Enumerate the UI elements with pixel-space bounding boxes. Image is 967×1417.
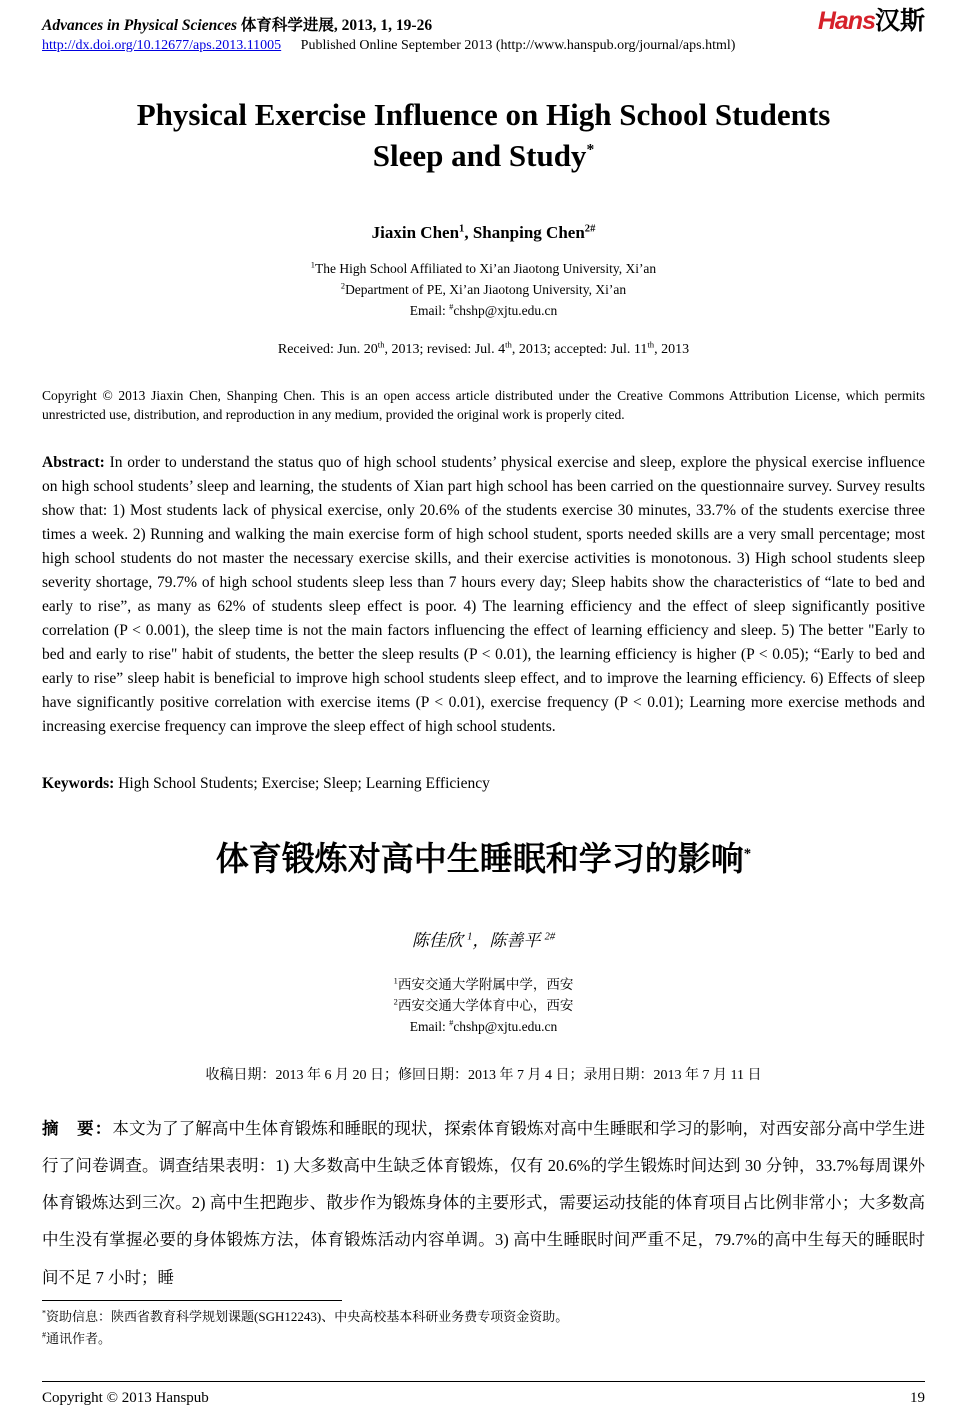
chinese-email-label: Email: bbox=[409, 1019, 450, 1035]
authors-separator: , bbox=[464, 223, 473, 243]
affiliation-2-sup: 2 bbox=[340, 281, 346, 291]
authors-line bbox=[42, 223, 925, 243]
chinese-affiliation-1-sup: 1 bbox=[393, 976, 398, 986]
footer-copyright: Copyright © 2013 Hanspub bbox=[42, 1390, 209, 1406]
chinese-author-1-sup: 1 bbox=[467, 931, 473, 943]
received-part: Received: Jun. 20 bbox=[277, 341, 378, 357]
copyright-notice: Copyright © 2013 Jiaxin Chen, Shanping Chen. This is an open access article distributed under the Creative Commons Attribution License, which permits unrestricted use, distribution, and reproduction in any medium, provided the original work is properly cited. bbox=[42, 387, 925, 423]
chinese-email-sup: # bbox=[449, 1018, 454, 1028]
chinese-affiliations-block bbox=[42, 975, 925, 1038]
hans-logo-en-text: Hans bbox=[817, 7, 875, 35]
affiliation-1-text: The High School Affiliated to Xi’an Jiaotong University, Xi’an bbox=[314, 261, 657, 277]
revised-sup: th bbox=[505, 339, 512, 350]
abstract-text: In order to understand the status quo of high school students’ physical exercise and sleep, explore the physical exercise influence on high school students’ sleep and learning, the students of Xian part high school has been carried on the questionnaire survey. Survey results show that: 1) Most students lack of physical exercise, only 20.6% of the students exercise 30 minutes, 33.7% of the students exercise three times a week. 2) Running and walking the main exercise form of high school student, sports needed skills are a very small percentage; most high school students do not master the necessary exercise skills, and their exercise activities is monotonous. 3) High school students sleep severity shortage, 79.7% of high school students sleep less than 7 hours every day; Sleep habits show the characteristics of “late to bed and early to rise”, as many as 62% of students sleep effect is poor. 4) The learning efficiency and the effect of sleep significantly positive correlation (P < 0.001), the sleep time is not the main factors influencing the effect of learning efficiency and sleep. 5) The better "Early to bed and early to rise" habit of students, the better the sleep results (P < 0.01), the learning efficiency is higher (P < 0.05); “Early to bed and early to rise” sleep habit is beneficial to improve high school students sleep effect, and to improve the learning efficiency. 6) Effects of sleep have significantly positive correlation with exercise items (P < 0.01), exercise frequency (P < 0.01); Learning more exercise methods and increasing exercise frequency can improve the sleep effect of high school students. bbox=[42, 454, 926, 736]
email-sup: # bbox=[449, 302, 454, 312]
chinese-authors-line bbox=[42, 926, 925, 951]
article-title bbox=[42, 94, 925, 178]
chinese-author-2: 陈善平 bbox=[489, 931, 545, 951]
chinese-author-1: 陈佳欣 bbox=[411, 931, 468, 951]
email-address: chshp@xjtu.edu.cn bbox=[453, 303, 558, 319]
chinese-abstract-text: 本文为了了解高中生体育锻炼和睡眠的现状，探索体育锻炼对高中生睡眠和学习的影响，对西安部分高中学生进行了问卷调查。调查结果表明：1) 大多数高中生缺乏体育锻炼，仅有 20.6%的学生锻炼时间达到 30 分钟，33.7%每周课外体育锻炼达到三次。2) 高中生把跑步、散步作为锻炼身体的主要形式，需要运动技能的体育项目占比例非常小；大多数高中生没有掌握必要的身体锻炼方法，体育锻炼活动内容单调。3) 高中生睡眠时间严重不足，79.7%的高中生每天的睡眠时间不足 7 小时；睡 bbox=[42, 1119, 926, 1287]
author-1: Jiaxin Chen bbox=[371, 223, 460, 243]
doi-link[interactable]: http://dx.doi.org/10.12677/aps.2013.11005 bbox=[42, 37, 282, 53]
chinese-title-footnote-marker: * bbox=[743, 846, 752, 863]
footnote-rule bbox=[42, 1300, 342, 1301]
chinese-affiliation-1-text: 西安交通大学附属中学，西安 bbox=[397, 977, 574, 993]
chinese-affiliation-2-sup: 2 bbox=[393, 997, 398, 1007]
article-title-line2: Sleep and Study bbox=[372, 138, 587, 174]
chinese-author-2-sup: 2# bbox=[544, 931, 556, 943]
received-sup: th bbox=[377, 339, 385, 350]
dates-line bbox=[42, 339, 925, 358]
chinese-authors-separator: ， bbox=[472, 931, 490, 951]
chinese-email-address: chshp@xjtu.edu.cn bbox=[453, 1019, 558, 1035]
published-online-info: Published Online September 2013 (http://www.hanspub.org/journal/aps.html) bbox=[300, 37, 736, 53]
journal-header bbox=[42, 8, 925, 54]
email-label: Email: bbox=[409, 303, 450, 319]
hans-logo bbox=[818, 8, 925, 36]
chinese-email-line bbox=[42, 1017, 925, 1038]
corresponding-author-text: 通讯作者。 bbox=[46, 1331, 112, 1347]
funding-footnote-text: 资助信息：陕西省教育科学规划课题(SGH12243)、中央高校基本科研业务费专项资金资助。 bbox=[46, 1308, 569, 1324]
keywords-text: High School Students; Exercise; Sleep; Learning Efficiency bbox=[118, 775, 490, 793]
journal-name: Advances in Physical Sciences bbox=[42, 17, 238, 34]
footnotes-block bbox=[42, 1300, 925, 1352]
title-footnote-marker: * bbox=[586, 142, 595, 160]
keywords-line bbox=[42, 775, 925, 793]
journal-issue-info: 体育科学进展, 2013, 1, 19-26 bbox=[240, 17, 433, 34]
email-line bbox=[42, 301, 925, 322]
header-row bbox=[42, 8, 925, 36]
funding-footnote-marker: * bbox=[42, 1308, 47, 1318]
affiliation-1 bbox=[42, 259, 925, 280]
chinese-abstract-label: 摘 要： bbox=[42, 1119, 113, 1139]
journal-citation bbox=[42, 8, 432, 35]
article-title-line1: Physical Exercise Influence on High School Students bbox=[136, 96, 831, 132]
author-1-affiliation-sup: 1 bbox=[459, 223, 465, 235]
chinese-title-text: 体育锻炼对高中生睡眠和学习的影响 bbox=[215, 842, 744, 879]
corresponding-author-footnote bbox=[42, 1328, 925, 1351]
chinese-title bbox=[42, 839, 925, 882]
accepted-sup: th bbox=[647, 339, 655, 350]
author-2: Shanping Chen bbox=[472, 223, 585, 243]
affiliation-2 bbox=[42, 280, 925, 301]
chinese-abstract-paragraph bbox=[42, 1110, 925, 1296]
accepted-part: , 2013; accepted: Jul. 11 bbox=[511, 341, 648, 357]
chinese-affiliation-2 bbox=[42, 996, 925, 1017]
hans-logo-cn-text: 汉斯 bbox=[874, 7, 925, 35]
keywords-label: Keywords: bbox=[42, 775, 115, 793]
funding-footnote bbox=[42, 1306, 925, 1329]
chinese-affiliation-2-text: 西安交通大学体育中心，西安 bbox=[397, 998, 574, 1014]
doi-line bbox=[42, 38, 925, 54]
corresponding-author-marker: # bbox=[42, 1330, 47, 1340]
affiliation-1-sup: 1 bbox=[310, 260, 315, 270]
chinese-affiliation-1 bbox=[42, 975, 925, 996]
affiliation-2-text: Department of PE, Xi’an Jiaotong University, Xi’an bbox=[345, 282, 627, 298]
chinese-dates-line: 收稿日期：2013 年 6 月 20 日；修回日期：2013 年 7 月 4 日；录用日期：2013 年 7 月 11 日 bbox=[205, 1068, 762, 1084]
page-number: 19 bbox=[910, 1390, 925, 1406]
revised-part: , 2013; revised: Jul. 4 bbox=[384, 341, 506, 357]
abstract-label: Abstract: bbox=[42, 454, 105, 472]
abstract-paragraph bbox=[42, 451, 925, 739]
affiliations-block bbox=[42, 259, 925, 322]
author-2-affiliation-sup: 2# bbox=[584, 223, 596, 235]
page-footer bbox=[42, 1381, 925, 1407]
dates-tail: , 2013 bbox=[654, 341, 690, 357]
